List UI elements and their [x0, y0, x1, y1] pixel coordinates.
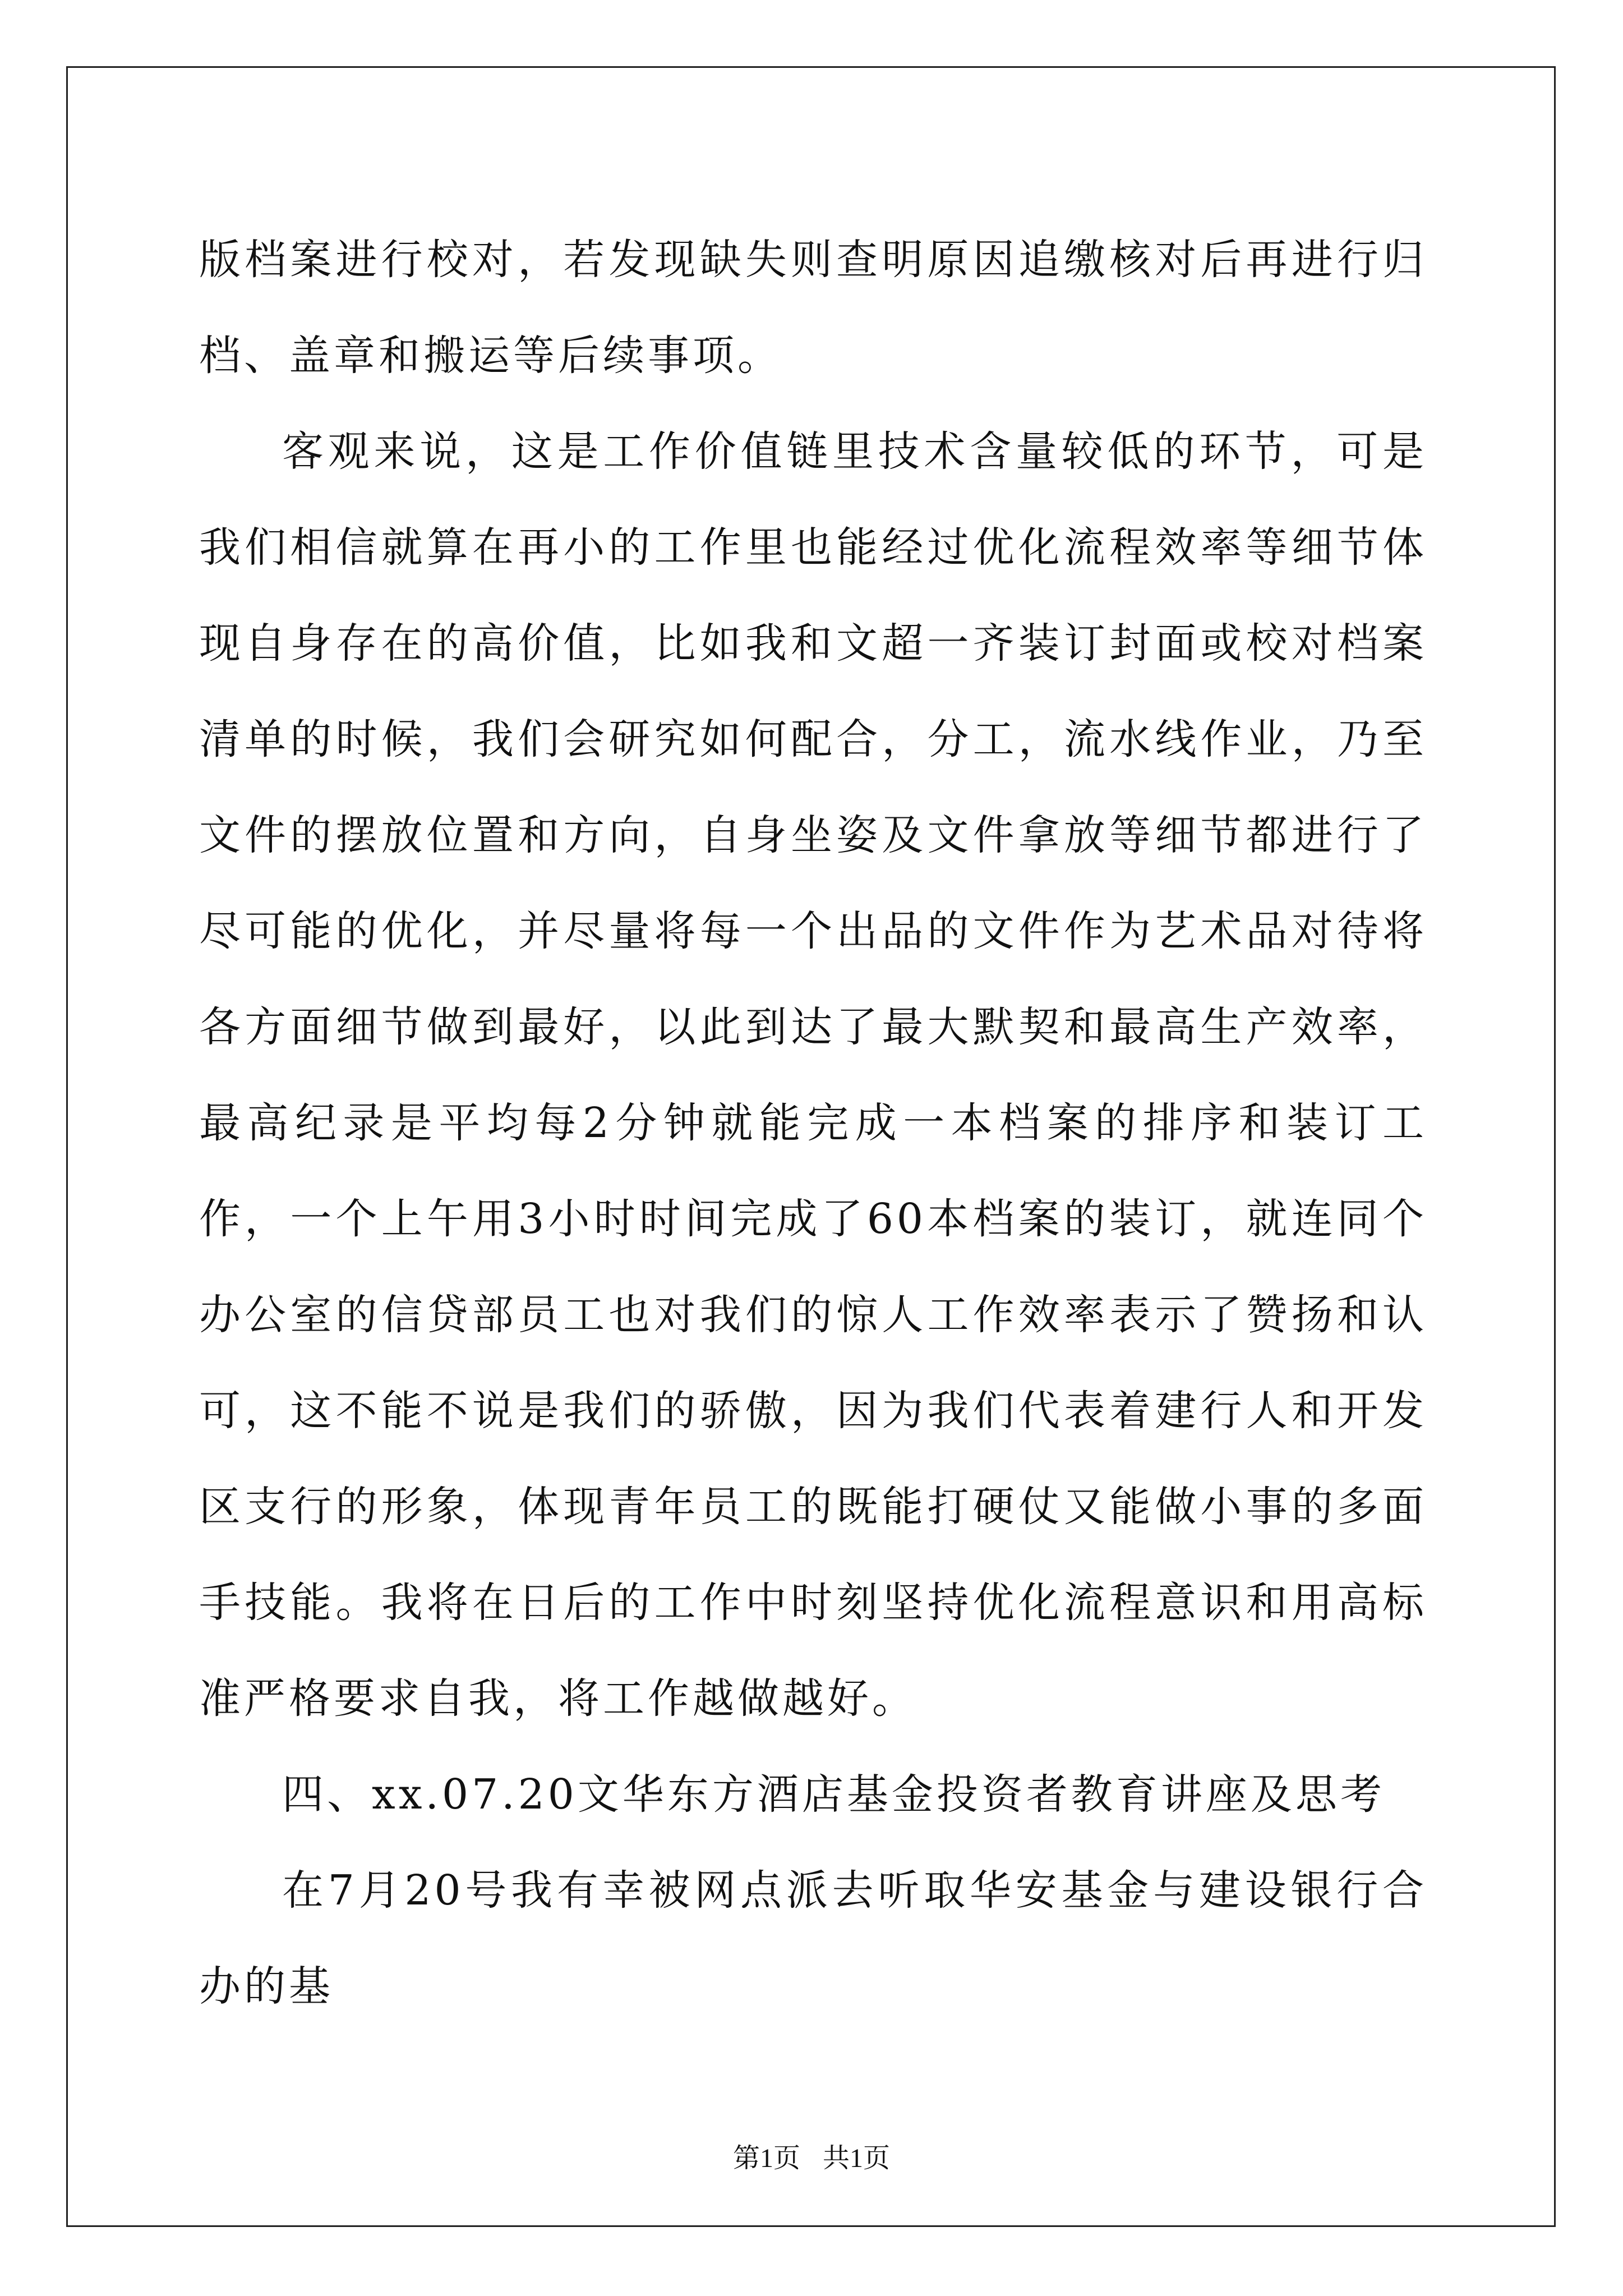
page-number-current: 第1页: [732, 2143, 800, 2173]
section-heading: 四、xx.07.20文华东方酒店基金投资者教育讲座及思考: [282, 1770, 1385, 1819]
paragraph-efficiency: 客观来说，这是工作价值链里技术含量较低的环节，可是我们相信就算在再小的工作里也能经过优化流程效率等细节体现自身存在的高价值，比如我和文超一齐装订封面或校对档案清单的时候，我们会研究如何配合，分工，流水线作业，乃至文件的摆放位置和方向，自身坐姿及文件拿放等细节都进行了尽可能的优化，并尽量将每一个出品的文件作为艺术品对待将各方面细节做到最好，以此到达了最大默契和最高生产效率，最高纪录是平均每2分钟就能完成一本档案的排序和装订工作，一个上午用3小时时间完成了60本档案的装订，就连同个办公室的信贷部员工也对我们的惊人工作效率表示了赞扬和认可，这不能不说是我们的骄傲，因为我们代表着建行人和开发区支行的形象，体现青年员工的既能打硬仗又能做小事的多面手技能。我将在日后的工作中时刻坚持优化流程意识和用高标准严格要求自我，将工作越做越好。: [199, 427, 1427, 1723]
document-body: [199, 212, 1427, 2035]
page-footer: [0, 2142, 1623, 2175]
page-number-total: 共1页: [823, 2143, 891, 2173]
paragraph-continuation: 版档案进行校对，若发现缺失则查明原因追缴核对后再进行归档、盖章和搬运等后续事项。: [199, 236, 1427, 380]
paragraph-lecture: 在7月20号我有幸被网点派去听取华安基金与建设银行合办的基: [199, 1866, 1427, 2010]
